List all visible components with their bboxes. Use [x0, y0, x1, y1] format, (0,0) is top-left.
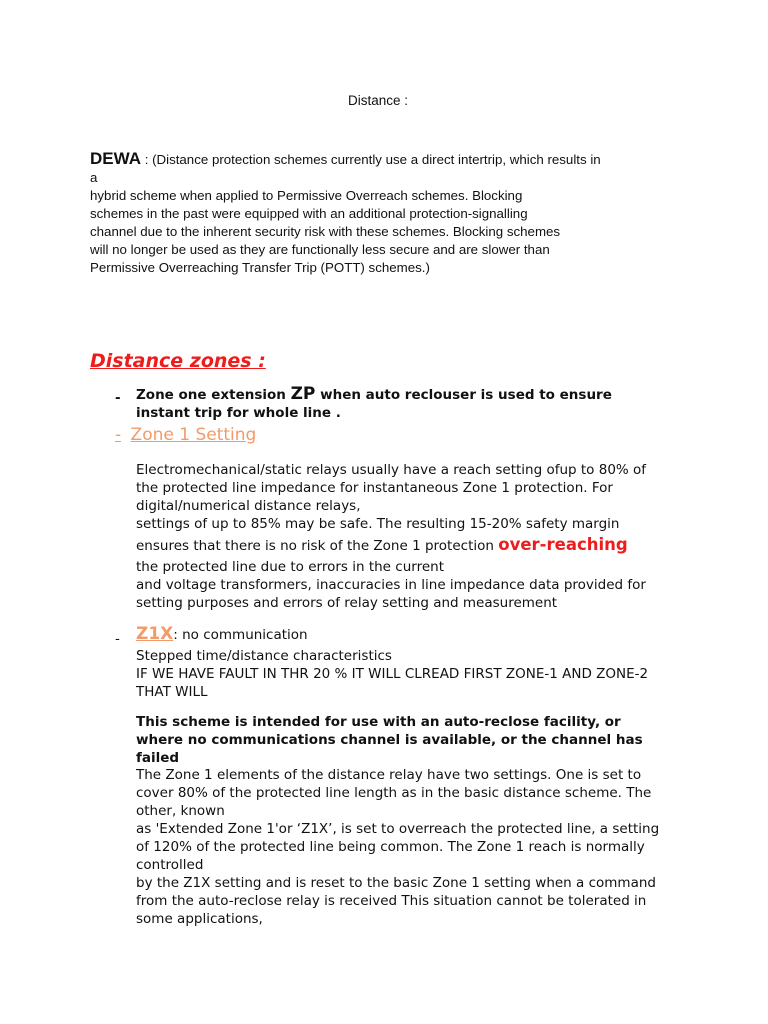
- z1x-line: IF WE HAVE FAULT IN THR 20 % IT WILL CLREAD FIRST ZONE-1 AND ZONE-2: [136, 666, 649, 682]
- zone1-line: settings of up to 85% may be safe. The resulting 15-20% safety margin: [136, 516, 620, 532]
- z1x-line: Stepped time/distance characteristics: [136, 648, 392, 664]
- zone1-setting-dash: -: [115, 425, 122, 445]
- z1x-body-line: The Zone 1 elements of the distance relay have two settings. One is set to: [136, 767, 642, 783]
- section-title: Distance zones :: [90, 350, 266, 372]
- dewa-first-line: [90, 150, 760, 169]
- scheme-bold-line: This scheme is intended for use with an auto-reclose facility, or: [136, 714, 621, 730]
- dewa-line: channel due to the inherent security risk with these schemes. Blocking schemes: [90, 224, 561, 239]
- z1x-label: Z1X: [136, 624, 174, 644]
- z1x-paragraph: [136, 622, 756, 701]
- dewa-label: DEWA: [90, 149, 141, 168]
- zone1-line: and voltage transformers, inaccuracies in line impedance data provided for: [136, 577, 646, 593]
- zone1-line: the protected line due to errors in the current: [136, 559, 444, 575]
- z1x-suffix: : no communication: [173, 627, 308, 643]
- zone-extension-line2: instant trip for whole line .: [136, 405, 341, 421]
- dewa-line: a: [90, 170, 98, 185]
- dewa-line: hybrid scheme when applied to Permissive Overreach schemes. Blocking: [90, 188, 523, 203]
- scheme-bold-line: failed: [136, 750, 180, 766]
- z1x-line: THAT WILL: [136, 684, 208, 700]
- z1x-body-line: cover 80% of the protected line length as in the basic distance scheme. The: [136, 785, 652, 801]
- dewa-paragraph: [90, 150, 760, 277]
- zone1-line: digital/numerical distance relays,: [136, 498, 361, 514]
- zone-extension-prefix: Zone one extension: [136, 387, 291, 403]
- dewa-line: will no longer be used as they are functionally less secure and are slower than: [90, 242, 550, 257]
- bullet-dash: -: [115, 390, 121, 406]
- scheme-bold-line: where no communications channel is available, or the channel has: [136, 732, 643, 748]
- zone-extension-suffix: when auto reclouser is used to ensure: [315, 387, 612, 403]
- z1x-body-line: other, known: [136, 803, 225, 819]
- dewa-intro-text: : (Distance protection schemes currently use a direct intertrip, which results in: [141, 152, 601, 167]
- bullet-dash: -: [115, 631, 120, 647]
- z1x-heading-line: [136, 622, 756, 647]
- dewa-line: Permissive Overreaching Transfer Trip (POTT) schemes.): [90, 260, 430, 275]
- zone1-line: setting purposes and errors of relay setting and measurement: [136, 595, 558, 611]
- z1x-body-line: from the auto-reclose relay is received This situation cannot be tolerated in: [136, 893, 647, 909]
- zone-extension-line1: [136, 385, 612, 404]
- zone1-overreach-line: [136, 533, 756, 558]
- page-heading: Distance :: [348, 93, 409, 108]
- z1x-body-paragraph: [136, 766, 756, 928]
- zp-label: ZP: [290, 384, 316, 404]
- zone-extension-paragraph: [136, 385, 612, 422]
- z1x-body-line: by the Z1X setting and is reset to the basic Zone 1 setting when a command: [136, 875, 656, 891]
- zone1-setting-title: Zone 1 Setting: [130, 425, 257, 445]
- overreach-prefix: ensures that there is no risk of the Zone 1 protection: [136, 538, 499, 554]
- dewa-line: schemes in the past were equipped with an additional protection-signalling: [90, 206, 528, 221]
- z1x-body-line: of 120% of the protected line being common. The Zone 1 reach is normally: [136, 839, 645, 855]
- zone1-setting-heading: [115, 423, 256, 447]
- z1x-body-line: controlled: [136, 857, 204, 873]
- overreach-word: over-reaching: [498, 535, 628, 554]
- zone1-setting-paragraph: [136, 461, 756, 612]
- zone1-line: Electromechanical/static relays usually have a reach setting ofup to 80% of: [136, 462, 647, 478]
- zone1-line: the protected line impedance for instantaneous Zone 1 protection. For: [136, 480, 613, 496]
- z1x-body-line: as 'Extended Zone 1'or ‘Z1X’, is set to overreach the protected line, a setting: [136, 821, 660, 837]
- z1x-body-line: some applications,: [136, 911, 263, 927]
- scheme-bold-paragraph: [136, 713, 756, 767]
